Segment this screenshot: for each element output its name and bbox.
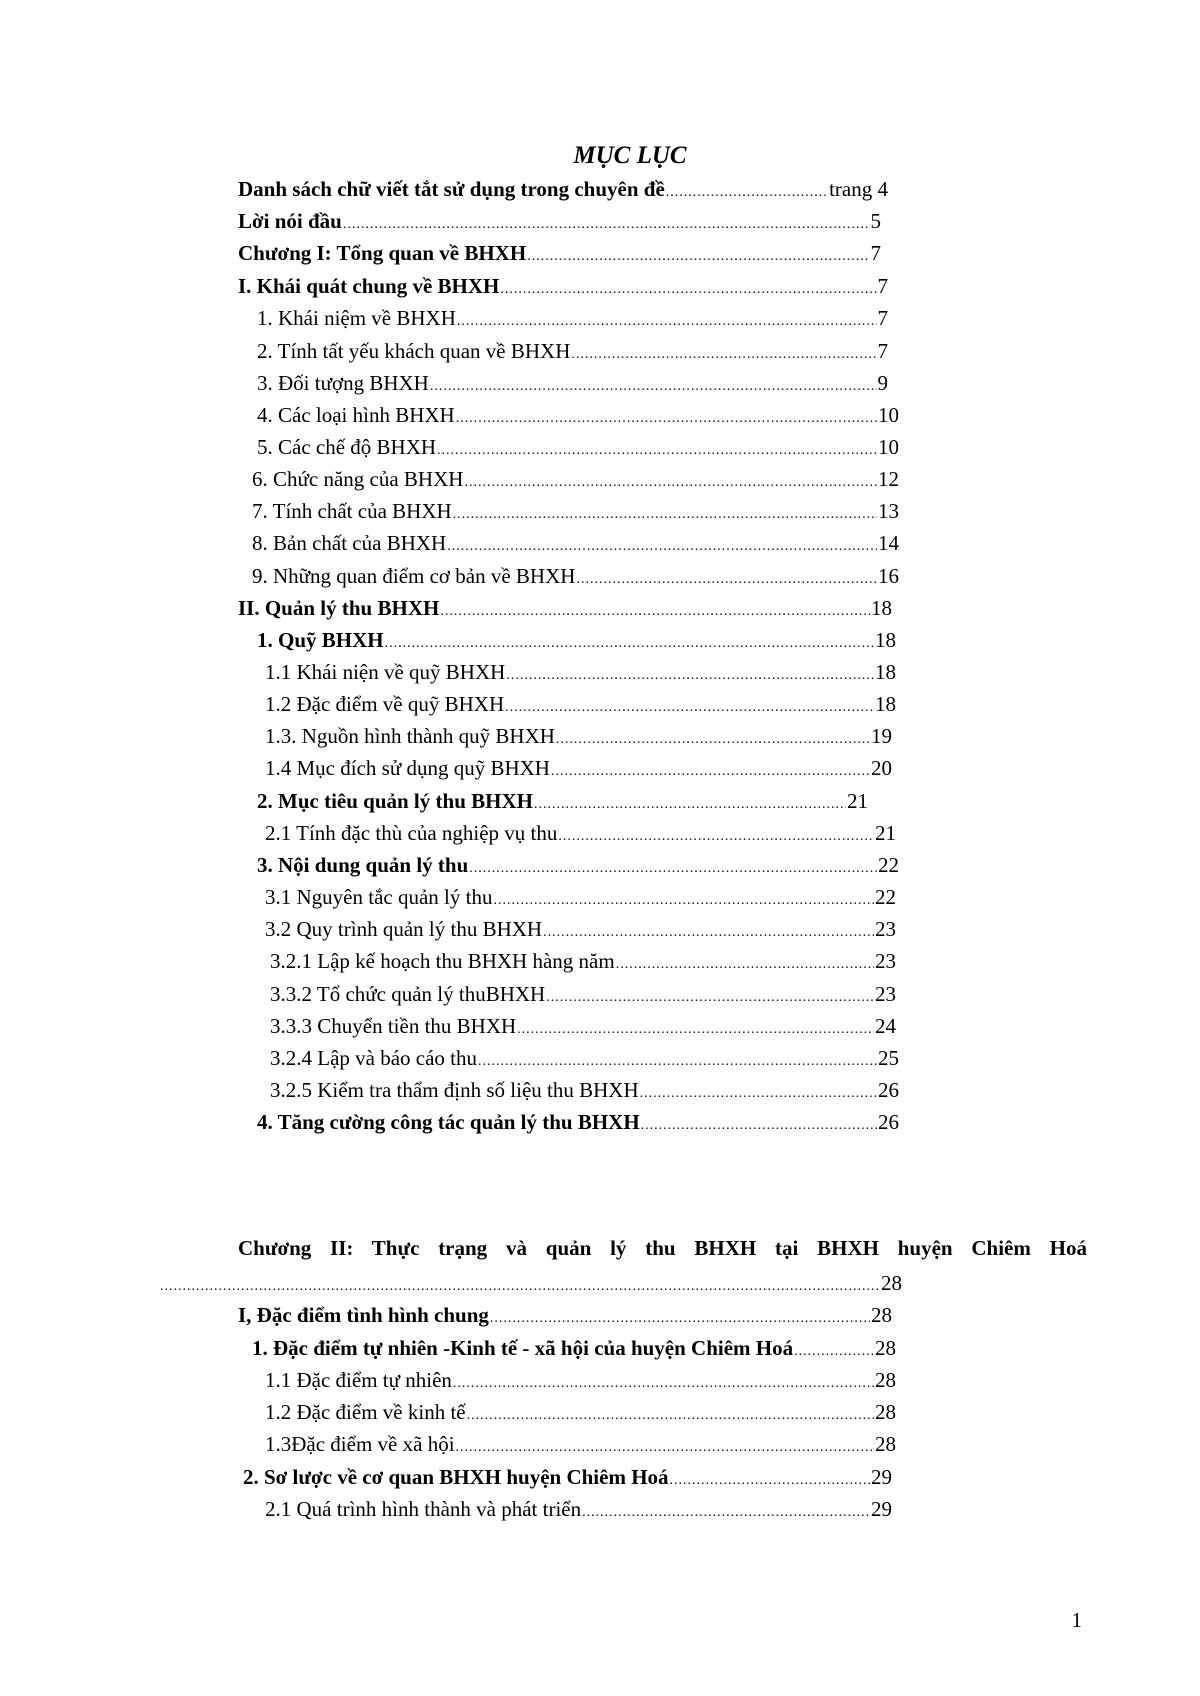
toc-entry[interactable] bbox=[270, 1011, 896, 1041]
dot-leader bbox=[616, 950, 874, 980]
dot-leader bbox=[558, 822, 874, 852]
toc-entry-page: 18 bbox=[871, 596, 892, 620]
toc-entry-label: 3.3.3 Chuyển tiền thu BHXH bbox=[270, 1014, 517, 1038]
toc-entry-label: 2.1 Quá trình hình thành và phát triển bbox=[265, 1497, 582, 1521]
dot-leader bbox=[640, 1079, 877, 1109]
toc-entry-page: 7 bbox=[877, 339, 888, 363]
toc-entry-label: II. Quản lý thu BHXH bbox=[238, 596, 440, 620]
toc-entry[interactable] bbox=[265, 882, 896, 912]
dot-leader bbox=[160, 1272, 881, 1302]
toc-entry-page: trang 4 bbox=[829, 177, 888, 201]
toc-entry-page: 10 bbox=[878, 435, 899, 459]
toc-entry[interactable] bbox=[238, 238, 881, 268]
toc-entry[interactable] bbox=[265, 721, 892, 751]
toc-entry[interactable] bbox=[265, 1365, 896, 1395]
toc-entry[interactable] bbox=[257, 786, 868, 816]
toc-entry[interactable] bbox=[265, 914, 896, 944]
toc-entry-label: 1. Quỹ BHXH bbox=[257, 628, 384, 652]
dot-leader bbox=[440, 597, 870, 627]
toc-entry-label: 1.2 Đặc điểm về quỹ BHXH bbox=[265, 692, 505, 716]
toc-entry-label: 1. Khái niệm về BHXH bbox=[257, 306, 456, 330]
dot-leader bbox=[505, 693, 874, 723]
toc-entry-page: 25 bbox=[878, 1046, 899, 1070]
chapter-2-label: Chương II: Thực trạng và quản lý thu BHXH tại BHXH huyện Chiêm Hoá bbox=[238, 1236, 1087, 1260]
toc-entry-label: 2. Mục tiêu quản lý thu BHXH bbox=[257, 789, 533, 813]
toc-entry-label: 3.3.2 Tổ chức quản lý thuBHXH bbox=[270, 982, 546, 1006]
dot-leader bbox=[490, 1304, 870, 1334]
toc-entry-page: 23 bbox=[875, 917, 896, 941]
toc-entry-page: 9 bbox=[877, 371, 888, 395]
dot-leader bbox=[551, 757, 870, 787]
toc-entry-label: 3. Nội dung quản lý thu bbox=[257, 853, 469, 877]
chapter-2-heading bbox=[238, 1233, 1087, 1263]
dot-leader bbox=[437, 436, 877, 466]
toc-entry-label: 7. Tính chất của BHXH bbox=[252, 499, 452, 523]
toc-entry-page: 10 bbox=[878, 403, 899, 427]
dot-leader bbox=[666, 178, 828, 208]
toc-entry[interactable] bbox=[252, 528, 899, 558]
toc-entry-page: 28 bbox=[875, 1336, 896, 1360]
toc-entry-page: 28 bbox=[875, 1368, 896, 1392]
toc-entry[interactable] bbox=[238, 174, 888, 204]
dot-leader bbox=[506, 661, 874, 691]
toc-entry-label: 1.4 Mục đích sử dụng quỹ BHXH bbox=[265, 756, 550, 780]
toc-entry[interactable] bbox=[257, 303, 888, 333]
toc-entry[interactable] bbox=[270, 1043, 899, 1073]
toc-entry[interactable] bbox=[238, 206, 881, 236]
toc-entry-label: 3. Đối tượng BHXH bbox=[257, 371, 429, 395]
toc-entry-label: 2.1 Tính đặc thù của nghiệp vụ thu bbox=[265, 821, 558, 845]
toc-entry-label: 1. Đặc điểm tự nhiên -Kinh tế - xã hội của huyện Chiêm Hoá bbox=[252, 1336, 794, 1360]
toc-entry-label: 2. Tính tất yếu khách quan về BHXH bbox=[257, 339, 571, 363]
toc-entry-label: 9. Những quan điểm cơ bản về BHXH bbox=[252, 564, 576, 588]
toc-entry-page: 28 bbox=[875, 1432, 896, 1456]
dot-leader bbox=[641, 1111, 877, 1141]
dot-leader bbox=[576, 565, 877, 595]
dot-leader bbox=[457, 307, 877, 337]
toc-entry-page: 18 bbox=[875, 628, 896, 652]
dot-leader bbox=[500, 275, 876, 305]
toc-entry[interactable] bbox=[270, 979, 896, 1009]
toc-entry[interactable] bbox=[252, 496, 899, 526]
dot-leader bbox=[430, 372, 877, 402]
toc-entry-page: 23 bbox=[875, 982, 896, 1006]
dot-leader bbox=[493, 886, 874, 916]
dot-leader bbox=[556, 725, 870, 755]
toc-entry-page: 14 bbox=[878, 531, 899, 555]
toc-entry[interactable] bbox=[257, 432, 899, 462]
dot-leader bbox=[582, 1498, 870, 1528]
toc-entry[interactable] bbox=[238, 593, 892, 623]
dot-leader bbox=[571, 340, 876, 370]
toc-entry[interactable] bbox=[265, 1429, 896, 1459]
dot-leader bbox=[527, 242, 869, 272]
toc-entry-page: 28 bbox=[871, 1303, 892, 1327]
page-number: 1 bbox=[1071, 1608, 1082, 1632]
toc-entry-page: 26 bbox=[878, 1110, 899, 1134]
toc-entry-label: Lời nói đầu bbox=[238, 209, 342, 233]
toc-entry-page: 21 bbox=[875, 821, 896, 845]
toc-entry-page: 7 bbox=[877, 306, 888, 330]
toc-entry[interactable] bbox=[265, 1494, 892, 1524]
dot-leader bbox=[453, 500, 877, 530]
dot-leader bbox=[670, 1466, 870, 1496]
toc-entry-page: 23 bbox=[875, 949, 896, 973]
toc-entry[interactable] bbox=[257, 1107, 899, 1137]
toc-entry-label: 3.1 Nguyên tắc quản lý thu bbox=[265, 885, 493, 909]
toc-entry[interactable] bbox=[238, 1300, 892, 1330]
toc-entry[interactable] bbox=[257, 368, 888, 398]
toc-entry[interactable] bbox=[265, 753, 892, 783]
toc-entry-page: 29 bbox=[871, 1465, 892, 1489]
toc-entry-label: I. Khái quát chung về BHXH bbox=[238, 274, 500, 298]
toc-entry-label: 4. Các loại hình BHXH bbox=[257, 403, 455, 427]
toc-entry[interactable] bbox=[265, 657, 896, 687]
toc-entry-page: 12 bbox=[878, 467, 899, 491]
toc-entry-label: 1.2 Đặc điểm về kinh tế bbox=[265, 1400, 466, 1424]
page-title: MỤC LỤC bbox=[573, 142, 687, 169]
toc-entry-page: 19 bbox=[871, 724, 892, 748]
toc-entry-page: 22 bbox=[875, 885, 896, 909]
toc-entry-page: 28 bbox=[875, 1400, 896, 1424]
toc-entry[interactable] bbox=[265, 689, 896, 719]
toc-entry[interactable] bbox=[265, 818, 896, 848]
toc-entry-label: 6. Chức năng của BHXH bbox=[252, 467, 464, 491]
toc-entry[interactable] bbox=[270, 946, 896, 976]
toc-entry-label: Chương I: Tổng quan về BHXH bbox=[238, 241, 527, 265]
dot-leader bbox=[385, 629, 874, 659]
toc-entry-label: 3.2.5 Kiểm tra thẩm định số liệu thu BHXH bbox=[270, 1078, 639, 1102]
chapter-2-page: 28 bbox=[881, 1271, 902, 1295]
dot-leader bbox=[456, 1433, 874, 1463]
dot-leader bbox=[517, 1015, 874, 1045]
toc-entry[interactable] bbox=[238, 271, 888, 301]
dot-leader bbox=[478, 1047, 877, 1077]
toc-entry-label: 5. Các chế độ BHXH bbox=[257, 435, 437, 459]
dot-leader bbox=[794, 1337, 874, 1367]
toc-entry-label: 1.1 Đặc điểm tự nhiên bbox=[265, 1368, 452, 1392]
toc-entry-page: 16 bbox=[878, 564, 899, 588]
toc-entry-page: 26 bbox=[878, 1078, 899, 1102]
toc-entry-page: 24 bbox=[875, 1014, 896, 1038]
toc-entry-label: 1.3. Nguồn hình thành quỹ BHXH bbox=[265, 724, 555, 748]
toc-entry-page: 18 bbox=[875, 692, 896, 716]
dot-leader bbox=[467, 1401, 874, 1431]
toc-entry[interactable] bbox=[257, 625, 896, 655]
dot-leader bbox=[534, 790, 846, 820]
toc-entry-page: 5 bbox=[870, 209, 881, 233]
toc-entry-page: 29 bbox=[871, 1497, 892, 1521]
toc-entry-label: 3.2.1 Lập kế hoạch thu BHXH hàng năm bbox=[270, 949, 615, 973]
dot-leader bbox=[469, 854, 877, 884]
chapter-2-leader bbox=[160, 1268, 902, 1298]
toc-entry-label: 3.2.4 Lập và báo cáo thu bbox=[270, 1046, 478, 1070]
dot-leader bbox=[543, 918, 874, 948]
dot-leader bbox=[447, 532, 877, 562]
toc-entry-label: 1.1 Khái niện về quỹ BHXH bbox=[265, 660, 506, 684]
toc-entry[interactable] bbox=[243, 1462, 892, 1492]
toc-entry-page: 7 bbox=[877, 274, 888, 298]
dot-leader bbox=[456, 404, 877, 434]
toc-entry[interactable] bbox=[252, 464, 899, 494]
toc-entry[interactable] bbox=[257, 850, 899, 880]
toc-entry-page: 21 bbox=[847, 789, 868, 813]
toc-entry-label: Danh sách chữ viết tắt sử dụng trong chuyên đề bbox=[238, 177, 665, 201]
toc-entry-label: 8. Bản chất của BHXH bbox=[252, 531, 447, 555]
toc-entry-page: 18 bbox=[875, 660, 896, 684]
toc-entry[interactable] bbox=[257, 400, 899, 430]
toc-entry-label: 1.3Đặc điểm về xã hội bbox=[265, 1432, 455, 1456]
toc-entry[interactable] bbox=[270, 1075, 899, 1105]
toc-entry-page: 22 bbox=[878, 853, 899, 877]
toc-entry-page: 20 bbox=[871, 756, 892, 780]
toc-entry-page: 7 bbox=[870, 241, 881, 265]
toc-entry-label: 3.2 Quy trình quản lý thu BHXH bbox=[265, 917, 543, 941]
dot-leader bbox=[343, 210, 870, 240]
toc-entry-label: I, Đặc điểm tình hình chung bbox=[238, 1303, 489, 1327]
toc-entry-label: 4. Tăng cường công tác quản lý thu BHXH bbox=[257, 1110, 640, 1134]
toc-entry[interactable] bbox=[252, 561, 899, 591]
toc-entry-page: 13 bbox=[878, 499, 899, 523]
toc-entry[interactable] bbox=[265, 1397, 896, 1427]
toc-entry[interactable] bbox=[252, 1333, 896, 1363]
toc-entry-label: 2. Sơ lược về cơ quan BHXH huyện Chiêm Hoá bbox=[243, 1465, 669, 1489]
dot-leader bbox=[464, 468, 877, 498]
dot-leader bbox=[453, 1369, 874, 1399]
dot-leader bbox=[546, 983, 874, 1013]
toc-entry[interactable] bbox=[257, 336, 888, 366]
